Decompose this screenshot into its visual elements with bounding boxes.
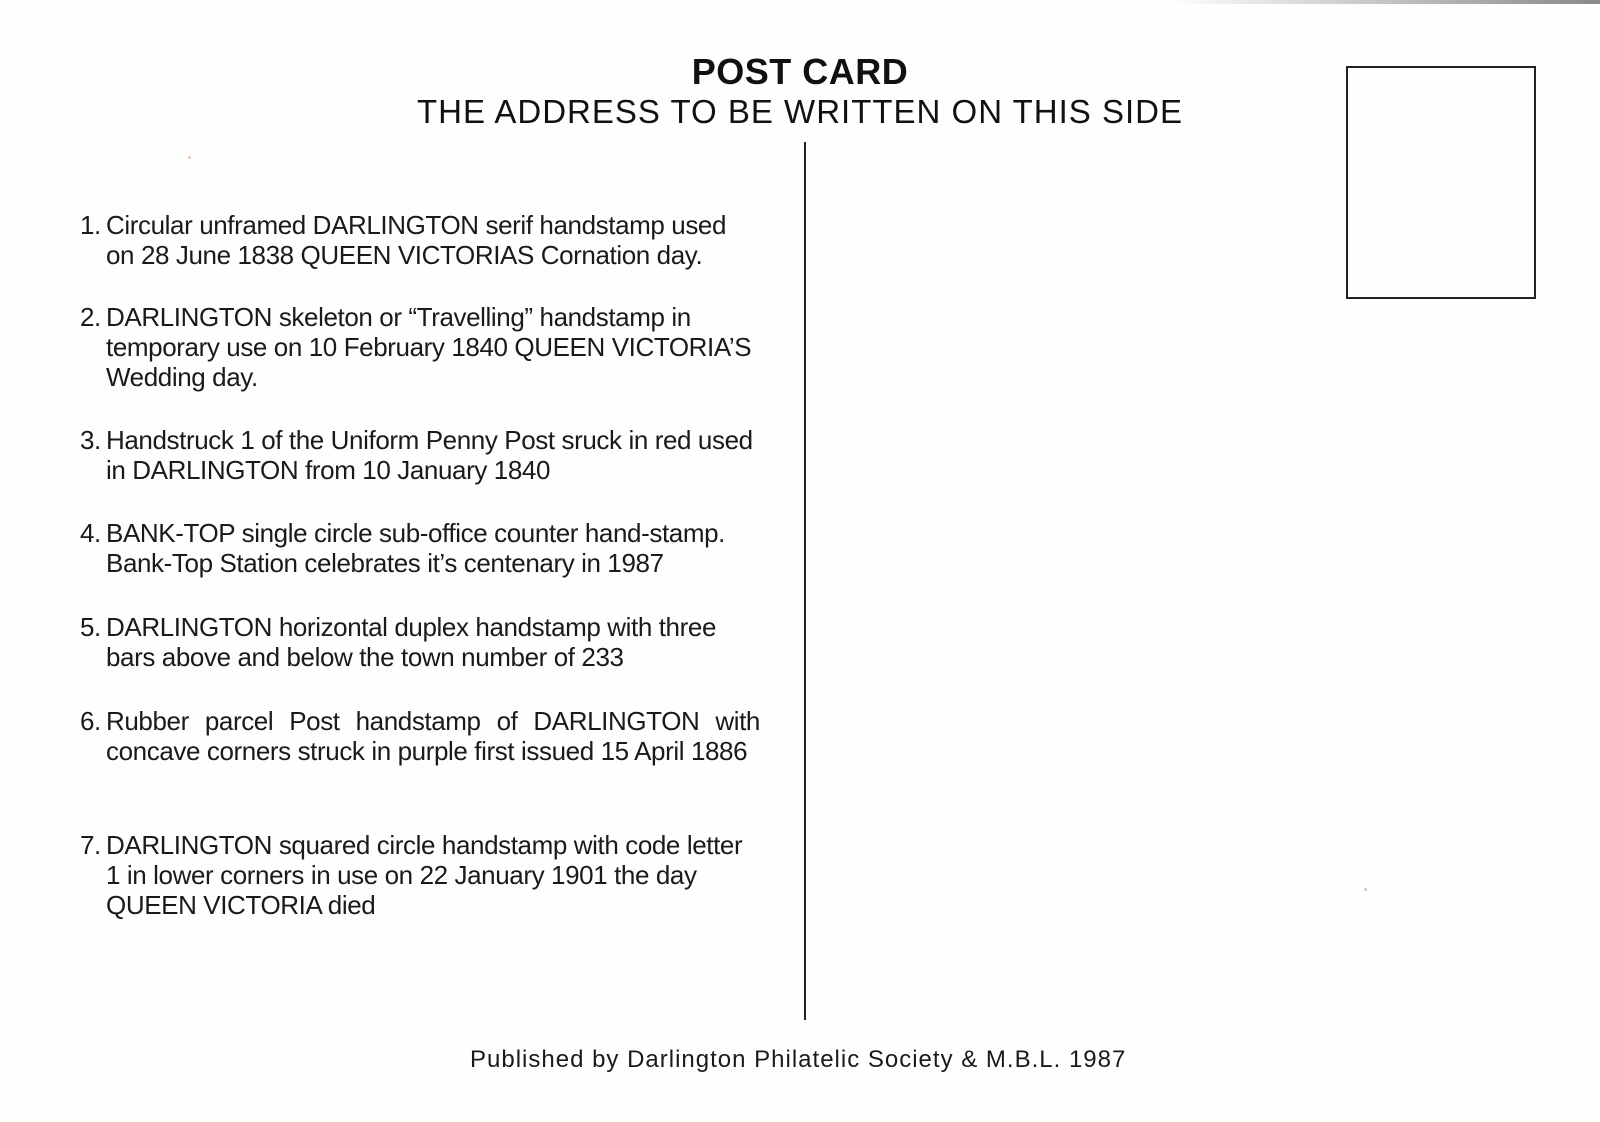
list-item-text: Rubber parcel Post handstamp of DARLINGTON with concave corners struck in purple first issued 15 April 1886	[106, 706, 760, 766]
list-item-text: DARLINGTON squared circle handstamp with code letter 1 in lower corners in use on 22 January 1901 the day QUEEN VICTORIA died	[106, 830, 743, 920]
postcard-header	[360, 52, 1240, 132]
address-instruction: THE ADDRESS TO BE WRITTEN ON THIS SIDE	[417, 93, 1183, 130]
list-item	[80, 302, 760, 392]
list-item-number: 7.	[80, 830, 101, 860]
list-item	[80, 518, 760, 578]
list-item-number: 5.	[80, 612, 101, 642]
list-item-number: 6.	[80, 706, 101, 736]
list-item-number: 2.	[80, 302, 101, 332]
list-item-text: DARLINGTON skeleton or “Travelling” handstamp in temporary use on 10 February 1840 QUEEN VICTORIA’S Wedding day.	[106, 302, 752, 392]
list-item-number: 4.	[80, 518, 101, 548]
list-item	[80, 706, 760, 766]
list-item	[80, 830, 760, 920]
list-item	[80, 612, 760, 672]
stamp-placement-box	[1346, 66, 1536, 299]
center-divider-line	[804, 142, 806, 1020]
publisher-credit: Published by Darlington Philatelic Society & M.B.L. 1987	[470, 1046, 1127, 1073]
paper-speck	[1364, 888, 1367, 891]
postcard-title: POST CARD	[691, 51, 909, 92]
list-item-text: Circular unframed DARLINGTON serif handstamp used on 28 June 1838 QUEEN VICTORIAS Cornation day.	[106, 210, 727, 270]
list-item-number: 3.	[80, 425, 101, 455]
paper-speck	[188, 156, 191, 159]
list-item	[80, 425, 760, 485]
list-item-text: Handstruck 1 of the Uniform Penny Post sruck in red used in DARLINGTON from 10 January 1840	[106, 425, 753, 485]
list-item-text: DARLINGTON horizontal duplex handstamp with three bars above and below the town number of 233	[106, 612, 716, 672]
card-edge-shadow	[1170, 0, 1600, 4]
list-item-text: BANK-TOP single circle sub-office counter hand-stamp. Bank-Top Station celebrates it’s centenary in 1987	[106, 518, 725, 578]
list-item-number: 1.	[80, 210, 101, 240]
list-item	[80, 210, 760, 270]
